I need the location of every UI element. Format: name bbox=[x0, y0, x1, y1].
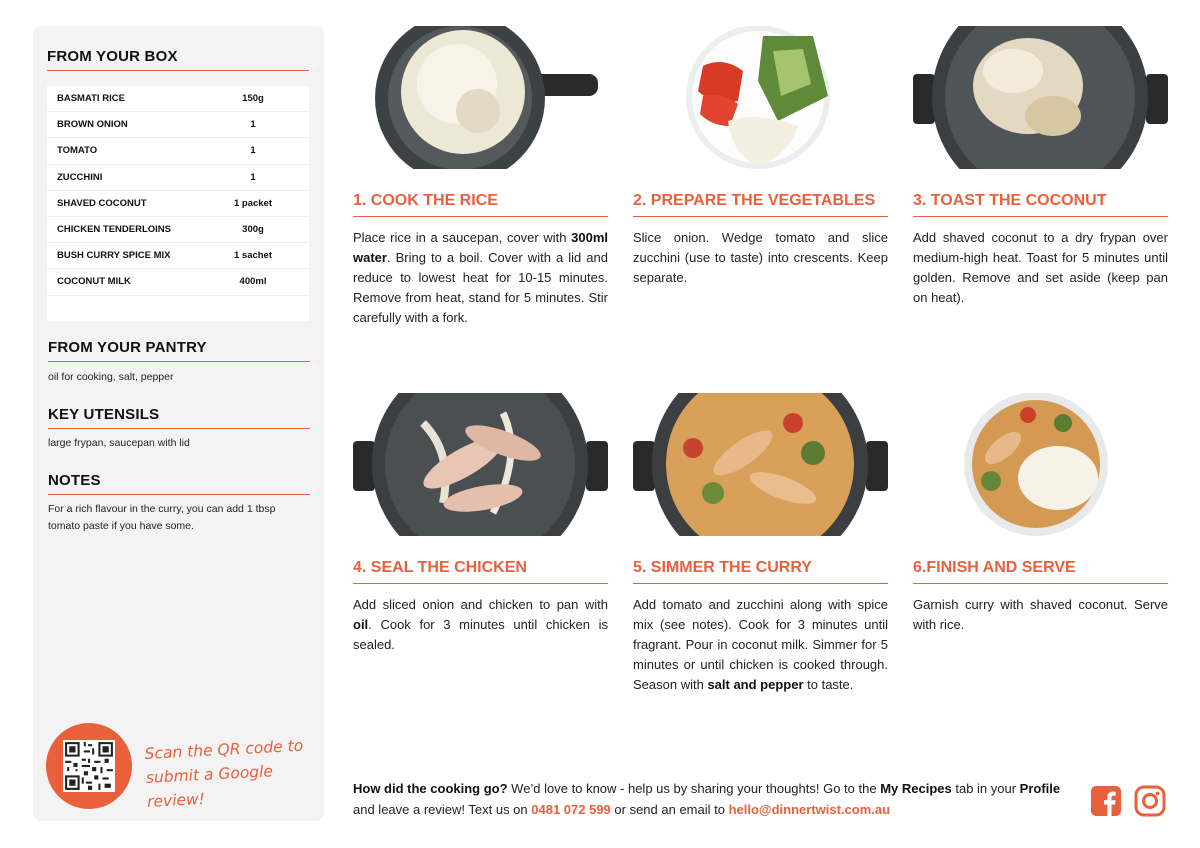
step-4-title: 4. SEAL THE CHICKEN bbox=[353, 559, 608, 584]
ingredient-qty: 1 packet bbox=[233, 197, 273, 209]
step-text: . Bring to a boil. Cover with a lid and reduce to lowest heat for 10-15 minutes. Remove from heat, stand for 5 minutes. Stir carefully with a fork. bbox=[353, 250, 608, 325]
ingredient-qty: 150g bbox=[242, 93, 264, 105]
pantry-heading: FROM YOUR PANTRY bbox=[48, 339, 207, 356]
ingredient-row bbox=[47, 86, 309, 112]
box-ingredients-table bbox=[47, 86, 309, 321]
footer-text: We’d love to know - help us by sharing your thoughts! Go to the bbox=[507, 781, 881, 796]
ingredient-qty: 1 bbox=[250, 119, 256, 131]
step-text: . Cook for 3 minutes until chicken is sealed. bbox=[353, 617, 608, 652]
qr-review-note: Scan the QR code to submit a Google review! bbox=[144, 736, 304, 811]
step-text: Garnish curry with shaved coconut. Serve with rice. bbox=[913, 597, 1168, 632]
vegetables-plate-image bbox=[633, 26, 888, 169]
review-footer bbox=[353, 778, 1073, 820]
pantry-heading-rule bbox=[48, 361, 310, 362]
emphasis-text: oil bbox=[353, 617, 369, 632]
ingredient-name: ZUCCHINI bbox=[57, 171, 103, 183]
ingredient-name: TOMATO bbox=[57, 145, 98, 157]
footer-text: and leave a review! Text us on bbox=[353, 802, 532, 817]
coconut-pan-image bbox=[913, 26, 1168, 169]
step-5-body bbox=[633, 595, 888, 695]
ingredient-row bbox=[47, 243, 309, 269]
ingredient-qty: 1 bbox=[250, 171, 256, 183]
footer-text: My Recipes bbox=[880, 781, 952, 796]
ingredient-row bbox=[47, 191, 309, 217]
utensils-heading-rule bbox=[48, 428, 310, 429]
ingredients-panel bbox=[33, 26, 324, 821]
ingredient-name: SHAVED COCONUT bbox=[57, 197, 147, 209]
ingredient-row bbox=[47, 138, 309, 164]
utensils-heading: KEY UTENSILS bbox=[48, 406, 160, 423]
ingredient-name: CHICKEN TENDERLOINS bbox=[57, 224, 172, 236]
ingredient-qty: 1 bbox=[250, 145, 256, 157]
utensils-text: large frypan, saucepan with lid bbox=[48, 437, 190, 449]
notes-heading: NOTES bbox=[48, 472, 101, 489]
step-text: to taste. bbox=[803, 677, 854, 692]
emphasis-text: salt and pepper bbox=[707, 677, 804, 692]
ingredient-name: COCONUT MILK bbox=[57, 276, 131, 288]
contact-link[interactable]: 0481 072 599 bbox=[531, 802, 611, 817]
ingredient-qty: 300g bbox=[242, 224, 264, 236]
facebook-icon[interactable] bbox=[1090, 785, 1122, 817]
box-heading: FROM YOUR BOX bbox=[47, 48, 178, 65]
step-text: Add shaved coconut to a dry frypan over medium-high heat. Toast for 5 minutes until golden. Remove and set aside (keep pan on heat). bbox=[913, 230, 1168, 305]
ingredient-qty: 400ml bbox=[239, 276, 267, 288]
ingredient-qty: 1 sachet bbox=[233, 250, 273, 262]
step-1-body bbox=[353, 228, 608, 328]
footer-text: How did the cooking go? bbox=[353, 781, 508, 796]
pantry-text: oil for cooking, salt, pepper bbox=[48, 371, 174, 383]
step-3-title: 3. TOAST THE COCONUT bbox=[913, 192, 1168, 217]
footer-text: Profile bbox=[1019, 781, 1061, 796]
footer-text: or send an email to bbox=[610, 802, 729, 817]
ingredient-name: BASMATI RICE bbox=[57, 93, 125, 105]
step-6-title: 6.FINISH AND SERVE bbox=[913, 559, 1168, 584]
ingredient-row bbox=[47, 165, 309, 191]
step-2-body bbox=[633, 228, 888, 288]
notes-heading-rule bbox=[48, 494, 310, 495]
ingredient-row bbox=[47, 269, 309, 295]
qr-code-badge[interactable] bbox=[46, 723, 132, 809]
ingredient-row bbox=[47, 112, 309, 138]
step-text: Add sliced onion and chicken to pan with bbox=[353, 597, 608, 612]
step-text: Place rice in a saucepan, cover with bbox=[353, 230, 572, 245]
served-curry-image bbox=[913, 393, 1168, 536]
step-4-body bbox=[353, 595, 608, 655]
step-1-title: 1. COOK THE RICE bbox=[353, 192, 608, 217]
instagram-icon[interactable] bbox=[1134, 785, 1166, 817]
chicken-pan-image bbox=[353, 393, 608, 536]
notes-text: For a rich flavour in the curry, you can add 1 tbsp tomato paste if you have some. bbox=[48, 503, 276, 532]
step-3-body bbox=[913, 228, 1168, 308]
qr-code-icon[interactable] bbox=[63, 740, 115, 792]
contact-link[interactable]: hello@dinnertwist.com.au bbox=[728, 802, 891, 817]
step-2-title: 2. PREPARE THE VEGETABLES bbox=[633, 192, 888, 217]
ingredient-name: BROWN ONION bbox=[57, 119, 128, 131]
step-text: Slice onion. Wedge tomato and slice zucchini (use to taste) into crescents. Keep separate. bbox=[633, 230, 888, 285]
curry-pan-image bbox=[633, 393, 888, 536]
step-6-body bbox=[913, 595, 1168, 635]
rice-pot-image bbox=[353, 26, 608, 169]
box-heading-rule bbox=[47, 70, 309, 71]
footer-text: tab in your bbox=[951, 781, 1020, 796]
ingredient-name: BUSH CURRY SPICE MIX bbox=[57, 250, 171, 262]
emphasis-text: 300ml water bbox=[353, 230, 608, 265]
step-5-title: 5. SIMMER THE CURRY bbox=[633, 559, 888, 584]
ingredient-row bbox=[47, 217, 309, 243]
step-text: Add tomato and zucchini along with spice mix (see notes). Cook for 3 minutes until fragrant. Pour in coconut milk. Simmer for 5 minutes or until chicken is cooked through. Season with bbox=[633, 597, 888, 692]
